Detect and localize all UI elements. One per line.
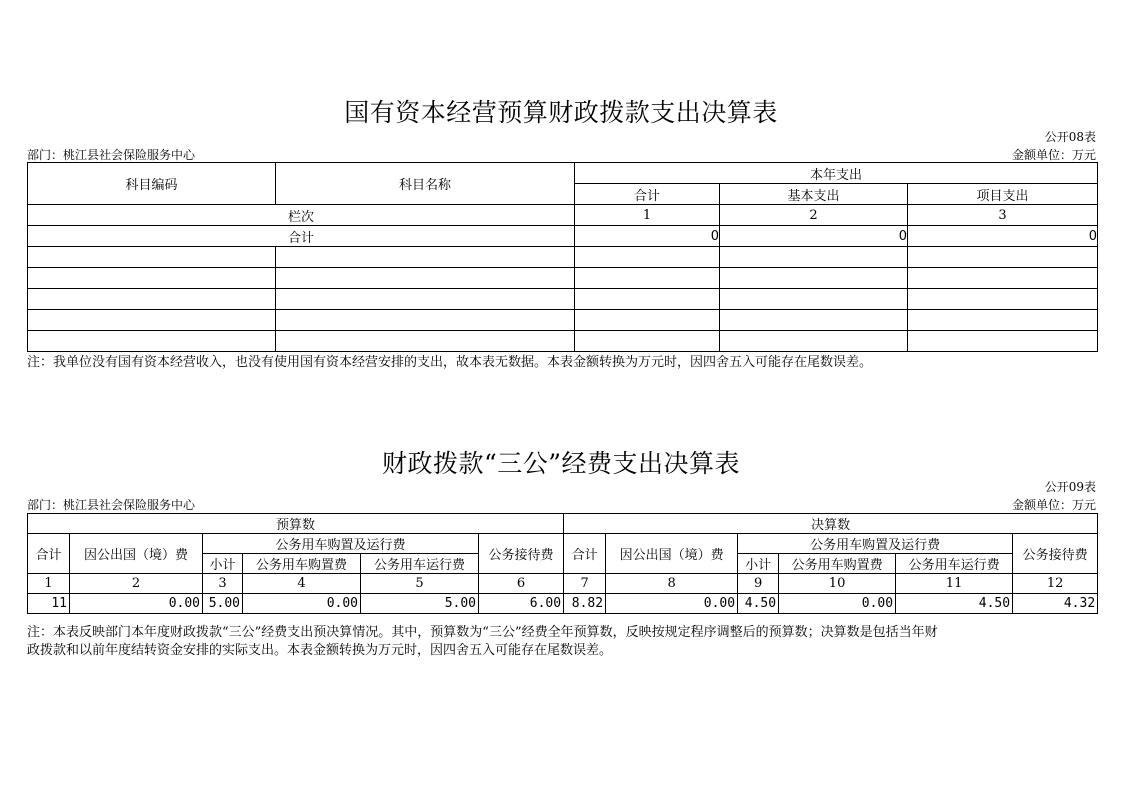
index-row — [28, 574, 1098, 594]
budget-abroad-header: 因公出国（境）费 — [70, 534, 203, 574]
table2-title: 财政拨款“三公”经费支出决算表 — [381, 449, 741, 478]
index-cell: 9 — [738, 574, 779, 594]
final-subtotal-value: 4.50 — [738, 594, 779, 614]
table2 — [27, 513, 1098, 614]
budget-subtotal-value: 5.00 — [203, 594, 243, 614]
final-reception-value: 4.32 — [1013, 594, 1098, 614]
table-row — [28, 310, 1098, 331]
total-value: 0 — [575, 226, 720, 247]
final-total-value: 8.82 — [564, 594, 606, 614]
budget-purchase-header: 公务用车购置费 — [243, 554, 361, 574]
index-cell: 2 — [720, 205, 908, 226]
index-label: 栏次 — [28, 205, 575, 226]
final-reception-header: 公务接待费 — [1013, 534, 1098, 574]
final-total-header: 合计 — [564, 534, 606, 574]
final-subtotal-header: 小计 — [738, 554, 779, 574]
table-row — [28, 205, 1098, 226]
value-row — [28, 594, 1098, 614]
table-row — [28, 289, 1098, 310]
budget-abroad-value: 0.00 — [70, 594, 203, 614]
table2-note-line1: 注：本表反映部门本年度财政拨款“三公”经费支出预决算情况。其中，预算数为“三公”经费全年预算数，反映按规定程序调整后的预算数；决算数是包括当年财 — [27, 625, 938, 640]
final-purchase-header: 公务用车购置费 — [779, 554, 896, 574]
index-cell: 12 — [1013, 574, 1098, 594]
budget-purchase-value: 0.00 — [243, 594, 361, 614]
header-budget: 预算数 — [28, 514, 564, 534]
budget-total-value: 11 — [28, 594, 70, 614]
table-row — [28, 331, 1098, 352]
table1-code: 公开08表 — [1044, 130, 1096, 144]
table2-code: 公开09表 — [1044, 480, 1096, 494]
index-cell: 11 — [896, 574, 1013, 594]
budget-total-header: 合计 — [28, 534, 70, 574]
budget-operation-value: 5.00 — [361, 594, 479, 614]
final-operation-header: 公务用车运行费 — [896, 554, 1013, 574]
header-year-expense: 本年支出 — [575, 163, 1098, 184]
table1-department: 部门：桃江县社会保险服务中心 — [27, 148, 196, 162]
budget-vehicle-header: 公务用车购置及运行费 — [203, 534, 479, 554]
index-cell: 10 — [779, 574, 896, 594]
header-final: 决算数 — [564, 514, 1098, 534]
table2-department: 部门：桃江县社会保险服务中心 — [27, 498, 196, 512]
budget-operation-header: 公务用车运行费 — [361, 554, 479, 574]
index-cell: 4 — [243, 574, 361, 594]
budget-reception-value: 6.00 — [479, 594, 564, 614]
table-row — [28, 247, 1098, 268]
index-cell: 8 — [606, 574, 738, 594]
table-row — [28, 226, 1098, 247]
table1-unit: 金额单位：万元 — [1011, 148, 1096, 162]
final-abroad-value: 0.00 — [606, 594, 738, 614]
header-total: 合计 — [575, 184, 720, 205]
index-cell: 5 — [361, 574, 479, 594]
table1-note: 注：我单位没有国有资本经营收入，也没有使用国有资本经营安排的支出，故本表无数据。本表金额转换为万元时，因四舍五入可能存在尾数误差。 — [27, 355, 873, 370]
index-cell: 1 — [575, 205, 720, 226]
index-cell: 6 — [479, 574, 564, 594]
header-subject-code: 科目编码 — [28, 163, 276, 205]
final-purchase-value: 0.00 — [779, 594, 896, 614]
final-operation-value: 4.50 — [896, 594, 1013, 614]
table1-title: 国有资本经营预算财政拨款支出决算表 — [344, 98, 778, 127]
table2-unit: 金额单位：万元 — [1011, 498, 1096, 512]
header-project: 项目支出 — [908, 184, 1098, 205]
total-label: 合计 — [28, 226, 575, 247]
header-subject-name: 科目名称 — [276, 163, 575, 205]
total-value: 0 — [908, 226, 1098, 247]
table1 — [27, 162, 1098, 352]
index-cell: 7 — [564, 574, 606, 594]
index-cell: 3 — [908, 205, 1098, 226]
total-value: 0 — [720, 226, 908, 247]
budget-subtotal-header: 小计 — [203, 554, 243, 574]
header-basic: 基本支出 — [720, 184, 908, 205]
final-vehicle-header: 公务用车购置及运行费 — [738, 534, 1013, 554]
table-row — [28, 268, 1098, 289]
budget-reception-header: 公务接待费 — [479, 534, 564, 574]
table2-note-line2: 政拨款和以前年度结转资金安排的实际支出。本表金额转换为万元时，因四舍五入可能存在尾数误差。 — [27, 643, 613, 658]
final-abroad-header: 因公出国（境）费 — [606, 534, 738, 574]
index-cell: 3 — [203, 574, 243, 594]
index-cell: 2 — [70, 574, 203, 594]
index-cell: 1 — [28, 574, 70, 594]
